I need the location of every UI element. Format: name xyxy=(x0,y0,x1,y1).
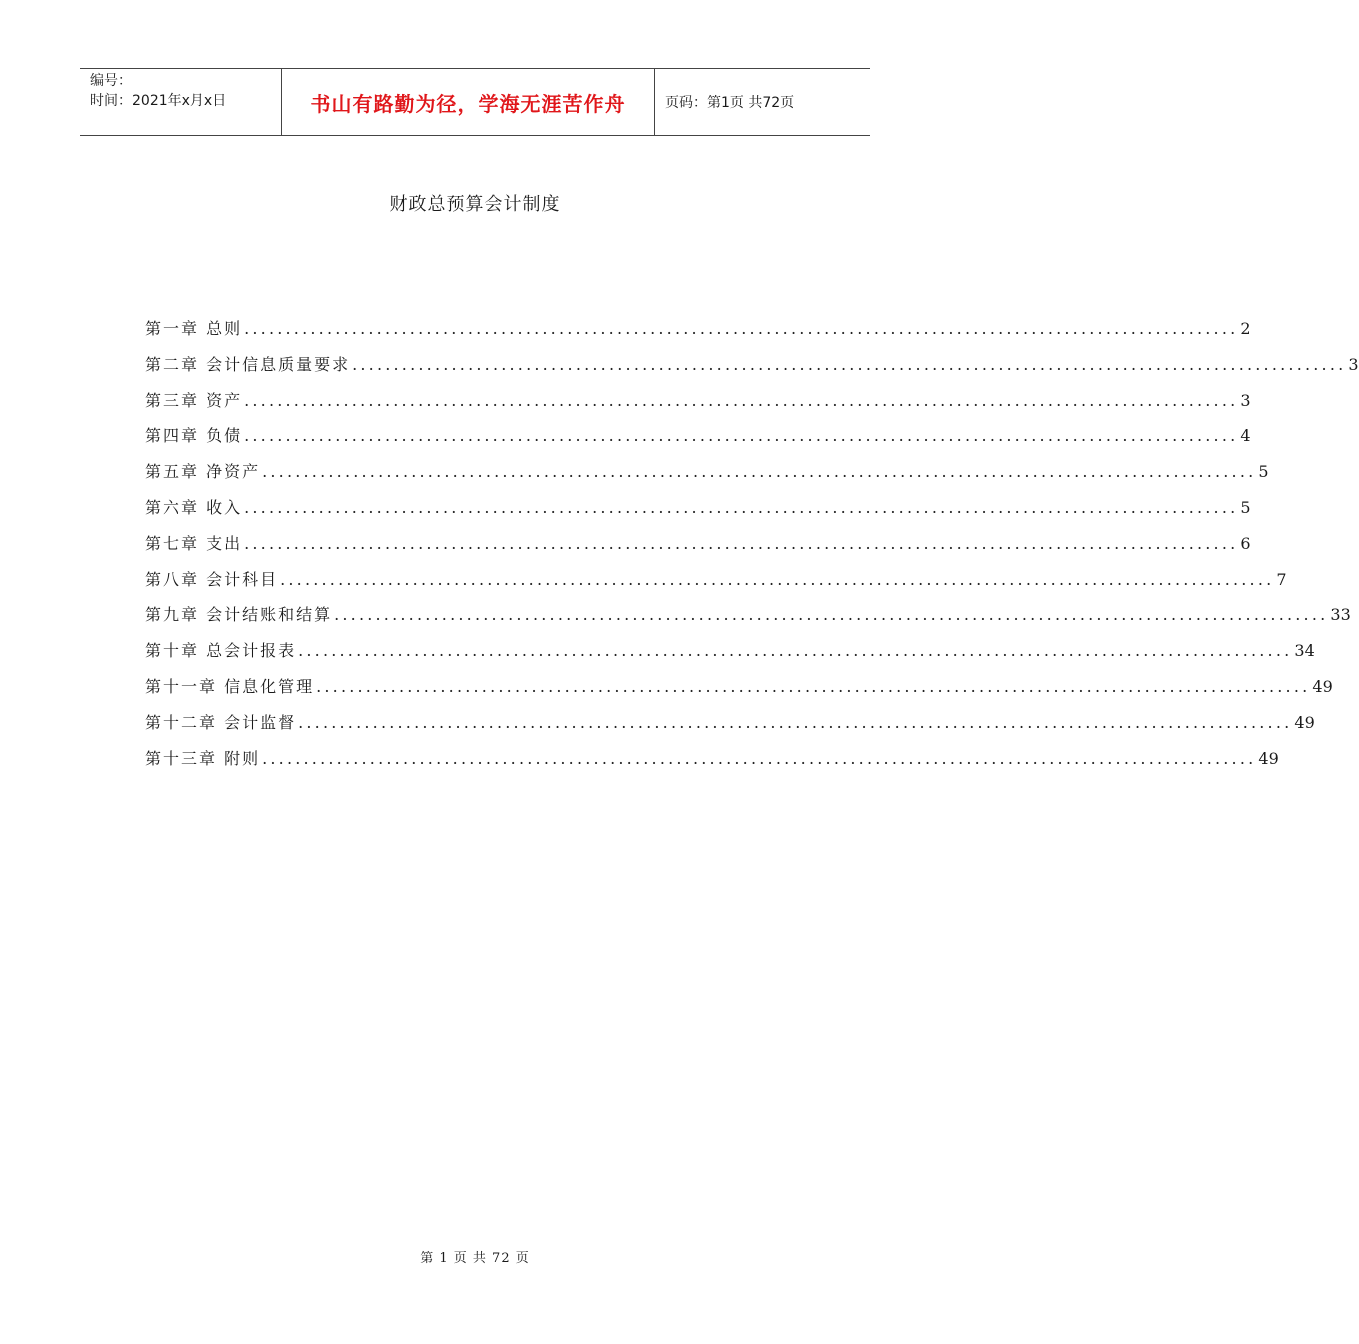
toc-entry-page: 33 xyxy=(1330,605,1351,625)
toc-leader-dots: ........................................................................................................................ xyxy=(352,354,1347,374)
toc-entry-label: 第三章 资产 xyxy=(145,390,243,410)
header-time-label: 时间：2021年x月x日 xyxy=(90,93,227,109)
header-page-info: 页码：第1页 共72页 xyxy=(665,95,795,111)
toc-entry[interactable] xyxy=(145,602,1351,638)
toc-leader-dots: ........................................................................................................................ xyxy=(262,748,1257,768)
toc-leader-dots: ........................................................................................................................ xyxy=(244,426,1239,446)
toc-entry-page: 3 xyxy=(1348,354,1359,374)
toc-entry-page: 6 xyxy=(1240,533,1251,553)
toc-entry-page: 49 xyxy=(1294,712,1315,732)
toc-entry-label: 第四章 负债 xyxy=(145,426,243,446)
document-title: 财政总预算会计制度 xyxy=(389,194,561,215)
toc-leader-dots: ........................................................................................................................ xyxy=(316,676,1311,696)
toc-leader-dots: ........................................................................................................................ xyxy=(244,390,1239,410)
table-of-contents xyxy=(145,316,1359,781)
toc-entry[interactable] xyxy=(145,746,1279,782)
toc-entry-page: 5 xyxy=(1240,497,1251,517)
toc-entry-label: 第一章 总则 xyxy=(145,319,243,338)
toc-entry-label: 第八章 会计科目 xyxy=(145,569,279,589)
toc-entry-label: 第十章 总会计报表 xyxy=(145,641,297,661)
header-motto-cell xyxy=(282,69,655,135)
toc-entry-page: 7 xyxy=(1276,569,1287,589)
toc-leader-dots: ........................................................................................................................ xyxy=(244,497,1239,517)
toc-leader-dots: ........................................................................................................................ xyxy=(334,605,1329,625)
toc-entry-label: 第十一章 信息化管理 xyxy=(145,676,315,696)
toc-leader-dots: ........................................................................................................................ xyxy=(262,462,1257,482)
toc-entry-label: 第十二章 会计监督 xyxy=(145,712,297,732)
header-motto: 书山有路勤为径，学海无涯苦作舟 xyxy=(310,91,626,116)
toc-entry-page: 4 xyxy=(1240,426,1251,446)
toc-entry-page: 2 xyxy=(1240,319,1251,338)
toc-entry[interactable] xyxy=(145,495,1251,531)
toc-entry-page: 49 xyxy=(1312,676,1333,696)
toc-entry-label: 第五章 净资产 xyxy=(145,462,261,482)
toc-entry[interactable] xyxy=(145,388,1251,424)
toc-entry-page: 5 xyxy=(1258,462,1269,482)
page-header xyxy=(80,68,870,136)
toc-entry-label: 第九章 会计结账和结算 xyxy=(145,605,333,625)
toc-entry-label: 第二章 会计信息质量要求 xyxy=(145,354,351,374)
header-info-cell xyxy=(80,69,282,135)
page-footer: 第 1 页 共 72 页 xyxy=(420,1251,530,1266)
header-number-label: 编号： xyxy=(90,73,132,89)
toc-entry[interactable] xyxy=(145,423,1251,459)
toc-entry[interactable] xyxy=(145,459,1269,495)
toc-entry-label: 第十三章 附则 xyxy=(145,748,261,768)
toc-entry-label: 第七章 支出 xyxy=(145,533,243,553)
toc-entry[interactable] xyxy=(145,316,1251,352)
header-page-cell xyxy=(655,69,870,135)
toc-leader-dots: ........................................................................................................................ xyxy=(298,641,1293,661)
toc-leader-dots: ........................................................................................................................ xyxy=(244,533,1239,553)
toc-entry[interactable] xyxy=(145,638,1315,674)
toc-entry-label: 第六章 收入 xyxy=(145,497,243,517)
toc-entry-page: 49 xyxy=(1258,748,1279,768)
toc-entry-page: 34 xyxy=(1294,641,1315,661)
toc-entry[interactable] xyxy=(145,352,1359,388)
toc-entry[interactable] xyxy=(145,674,1333,710)
toc-leader-dots: ........................................................................................................................ xyxy=(244,319,1239,338)
toc-entry-page: 3 xyxy=(1240,390,1251,410)
toc-leader-dots: ........................................................................................................................ xyxy=(298,712,1293,732)
toc-entry[interactable] xyxy=(145,567,1287,603)
toc-leader-dots: ........................................................................................................................ xyxy=(280,569,1275,589)
toc-entry[interactable] xyxy=(145,531,1251,567)
toc-entry[interactable] xyxy=(145,710,1315,746)
